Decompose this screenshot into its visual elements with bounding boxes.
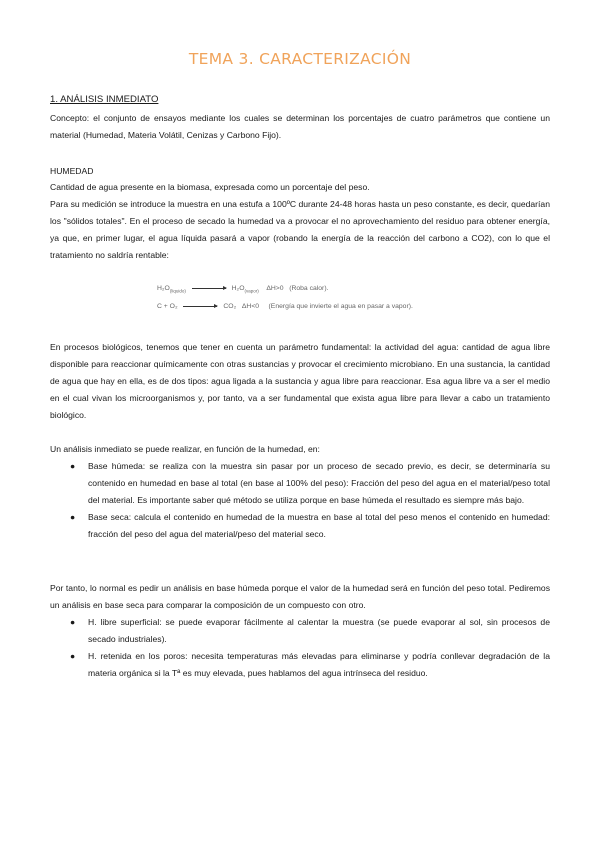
conclusion-paragraph: Por tanto, lo normal es pedir un análisis en base húmeda porque el valor de la humedad será en función del peso total. Pediremos un análisis en base seca para comparar la composición de un compuesto con otro. (50, 583, 550, 610)
page-title: TEMA 3. CARACTERIZACIÓN (188, 50, 412, 68)
eq1-note: (Roba calor). (289, 285, 329, 292)
eq2-dh: ΔH<0 (241, 303, 260, 310)
eq2-note: (Energía que invierte el agua en pasar a vapor). (268, 303, 413, 310)
list-item (50, 458, 550, 509)
biological-paragraph: En procesos biológicos, tenemos que tener en cuenta un parámetro fundamental: la actividad del agua: cantidad de agua libre disponible para reaccionar químicamente con otras sustancias y provocar el crecimiento microbiano. En una sustancia, la cantidad de agua que hay en ella, es de dos tipos: agua ligada a la sustancia y agua libre para reaccionar. Esa agua libre va a ser el medio en el cual vivan los microorganismos y, por tanto, va a ser fundamental que exista agua libre para llevar a cabo un tratamiento biológico. (50, 342, 550, 420)
eq2-left: C + O₂ (157, 303, 178, 310)
concept-paragraph: Concepto: el conjunto de ensayos mediante los cuales se determinan los porcentajes de cuatro parámetros que contiene un material (Humedad, Materia Volátil, Cenizas y Carbono Fijo). (50, 113, 550, 140)
eq1-dh: ΔH>0 (266, 285, 284, 292)
eq1-left: H₂O (157, 285, 170, 292)
eq2-right: CO₂ (223, 303, 237, 310)
equation-1 (157, 285, 328, 293)
list-item-text: H. retenida en los poros: necesita temperaturas más elevadas para eliminarse y podría conllevar degradación de la materia orgánica si la Tª es muy elevada, pues hablamos del agua intrínseca del residuo. (88, 650, 550, 678)
humedad-definition: Cantidad de agua presente en la biomasa, expresada como un porcentaje del peso. (50, 182, 370, 192)
bullet-icon: ● (70, 511, 76, 522)
list-item-text: Base seca: calcula el contenido en humedad de la muestra en base al total del peso menos el contenido en humedad: fracción del peso del agua del material/peso del material seco. (88, 511, 550, 539)
humedad-measurement: Para su medición se introduce la muestra en una estufa a 100ºC durante 24-48 horas hasta un peso constante, es decir, quedarían los "sólidos totales". En el proceso de secado la humedad va a provocar el no aprovechamiento del residuo para obtener energía, ya que, en primer lugar, el agua líquida pasará a vapor (robando la energía de la reacción del carbono a CO2), con lo que el tratamiento no saldría rentable: (50, 199, 550, 260)
humedad-heading: HUMEDAD (50, 166, 94, 176)
list-item-text: Base húmeda: se realiza con la muestra sin pasar por un proceso de secado previo, es decir, se determinaría su contenido en humedad en base al total (en base al 100% del peso): Fracción del peso del agua en el material/peso total del material. Es importante saber qué método se utiliza porque en base húmeda el resultado es siempre más bajo. (88, 461, 550, 505)
bullet-icon: ● (70, 617, 76, 627)
section-heading: 1. ANÁLISIS INMEDIATO (50, 94, 159, 105)
analysis-list (50, 458, 550, 543)
list-item (50, 614, 550, 648)
bullet-icon: ● (70, 461, 76, 471)
bullet-icon: ● (70, 650, 76, 661)
equation-2 (157, 303, 413, 310)
eq1-right-sub: (vapor) (244, 288, 259, 294)
arrow-icon (183, 306, 217, 307)
eq1-right: H₂O (231, 285, 245, 292)
list-item (50, 509, 550, 543)
humidity-types-list (50, 614, 550, 682)
eq1-left-sub: (liquido) (169, 288, 186, 294)
list-item (50, 648, 550, 682)
list-item-text: H. libre superficial: se puede evaporar fácilmente al calentar la muestra (se puede evaporar al sol, sin procesos de secado industriales). (88, 617, 550, 644)
arrow-icon (192, 288, 226, 289)
analysis-intro: Un análisis inmediato se puede realizar, en función de la humedad, en: (50, 444, 320, 454)
